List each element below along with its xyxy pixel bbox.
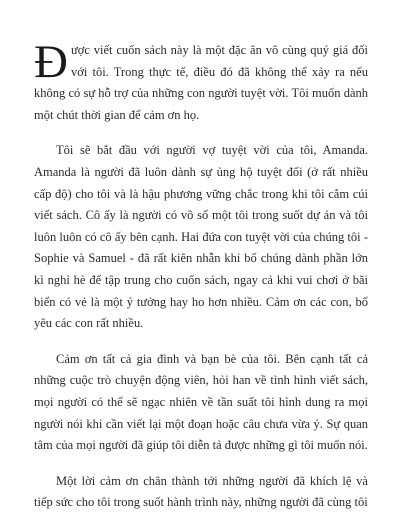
paragraph-3: Cảm ơn tất cả gia đình và bạn bè của tôi. Bên cạnh tất cả những cuộc trò chuyện động viên, hỏi han về tình hình viết sách, mọi người có thể sẽ ngạc nhiên về tần suất tôi hình dung ra mọi người nói khi cần viết lại một đoạn hoặc câu chưa vừa ý. Sự quan tâm của mọi người đã giúp tôi diễn tả được những gì tôi muốn nói. [34, 351, 368, 453]
drop-cap: Đ [34, 36, 68, 88]
paragraph-1-text: ược viết cuốn sách này là một đặc ân vô cùng quý giá đối với tôi. Trong thực tế, điều đó đã không thể xảy ra nếu không có sự hỗ trợ của những con người tuyệt vời. Tôi muốn dành một chút thời gian để cảm ơn họ. [34, 43, 368, 122]
paragraph-4: Một lời cảm ơn chân thành tới những người đã khích lệ và tiếp sức cho tôi trong suốt hành trình này, những người đã cùng tôi [34, 473, 368, 510]
paragraph-1 [34, 36, 368, 126]
page-body-text [34, 36, 368, 528]
paragraph-2: Tôi sẽ bắt đầu với người vợ tuyệt vời của tôi, Amanda. Amanda là người đã luôn dành sự ủng hộ tuyệt đối (ở rất nhiều cấp độ) cho tôi và là hậu phương vững chắc trong khi tôi cắm cúi viết sách. Cô ấy là người có vô số một tôi trong suốt dự án và tôi luôn luôn có cô ấy bên cạnh. Hai đứa con tuyệt vời của chúng tôi - Sophie và Samuel - đã rất kiên nhẫn khi bố chúng dành phần lớn kì nghỉ hè để tập trung cho cuốn sách, ngay cả khi vui chơi ở bãi biển có vẻ là một ý tưởng hay ho hơn nhiều. Cảm ơn các con, bố yêu các con rất nhiều. [34, 143, 368, 331]
